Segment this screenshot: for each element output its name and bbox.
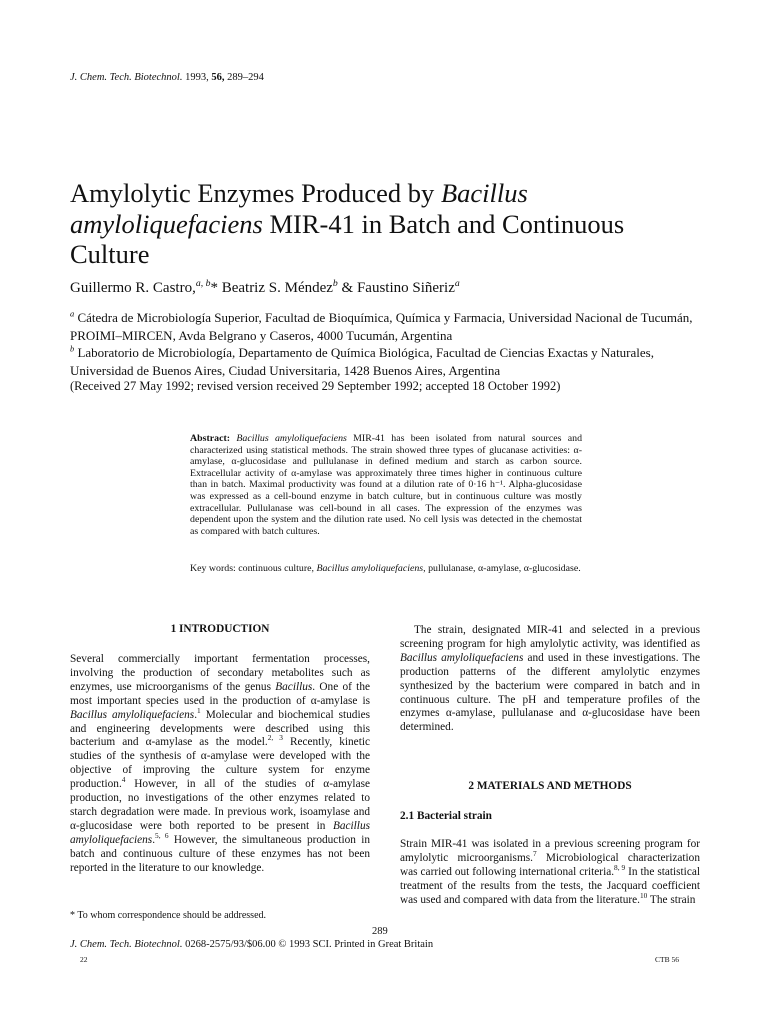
citation-ref: 2, 3 bbox=[267, 733, 283, 743]
citation-ref: 7 bbox=[532, 849, 537, 859]
intro-species: Bacillus amyloliquefaciens bbox=[70, 708, 195, 721]
page-number: 289 bbox=[372, 926, 388, 937]
affiliation-a-marker: a bbox=[70, 308, 75, 319]
affiliation-b-text: Laboratorio de Microbiología, Departamento de Química Biológica, Facultad de Ciencias Exactas y Naturales, Universidad de Buenos Aires, Ciudad Universitaria, 1428 Buenos Aires, Argentina bbox=[70, 345, 654, 378]
author-list bbox=[70, 280, 460, 297]
strain-text-b: Microbiological characterization was carried out following international criteria. bbox=[400, 851, 700, 878]
intro-text-b: . One of the most important species used in the production of α-amylase is bbox=[70, 680, 370, 707]
section-2-heading: 2 MATERIALS AND METHODS bbox=[468, 780, 632, 792]
keywords-text-1: continuous culture, bbox=[235, 563, 317, 574]
running-head bbox=[70, 72, 264, 83]
footnote: * To whom correspondence should be addressed. bbox=[70, 910, 267, 921]
author-2-affil: b bbox=[332, 278, 338, 289]
running-head-journal: J. Chem. Tech. Biotechnol. bbox=[70, 72, 183, 83]
title-species: Bacillus amyloliquefaciens bbox=[70, 178, 528, 239]
citation-ref: 1 bbox=[197, 705, 201, 715]
footer-ctb-code: CTB 56 bbox=[655, 955, 679, 964]
received-dates: (Received 27 May 1992; revised version received 29 September 1992; accepted 18 October 1992) bbox=[70, 379, 561, 393]
keywords-species: Bacillus amyloliquefaciens bbox=[316, 563, 424, 574]
footer-journal: J. Chem. Tech. Biotechnol. bbox=[70, 939, 183, 950]
right-intro-text-b: and used in these investigations. The production patterns of the different amylolytic enzymes synthesized by the bacterium were compared in batch and in continuous culture. The pH and temperature profiles of the enzymes α-amylase, pullulanase and α-glucosidase have been determined. bbox=[400, 651, 700, 734]
strain-text-c: In the statistical treatment of the results from the tests, the Jacquard coefficient was used and compared with data from the literature. bbox=[400, 865, 700, 906]
author-2: Beatriz S. Méndez bbox=[217, 280, 333, 296]
abstract bbox=[190, 433, 582, 537]
strain-text-d: The strain bbox=[647, 893, 696, 906]
intro-text-e: However, in all of the studies of α-amylase production, no investigations of the other enzymes related to starch degradation were made. In previous work, isoamylase and α-glucosidase were both reported to be present in bbox=[70, 778, 370, 832]
affiliation-a-text: Cátedra de Microbiología Superior, Facultad de Bioquímica, Química y Farmacia, Universidad Nacional de Tucumán, PROIMI–MIRCEN, Avda Belgrano y Caseros, 4000 Tucumán, Argentina bbox=[70, 310, 693, 343]
subsection-2-1-heading: 2.1 Bacterial strain bbox=[400, 810, 492, 822]
running-head-volume: 56, bbox=[211, 72, 225, 83]
author-3: Faustino Siñeriz bbox=[356, 280, 455, 296]
abstract-species: Bacillus amyloliquefaciens bbox=[236, 433, 347, 444]
footer-text: 0268-2575/93/$06.00 © 1993 SCI. Printed in Great Britain bbox=[182, 939, 434, 950]
affiliation-b bbox=[70, 344, 710, 379]
running-head-year: 1993, bbox=[185, 72, 209, 83]
abstract-label: Abstract: bbox=[190, 433, 231, 444]
intro-text-d: Recently, kinetic studies of the synthesis of α-amylase were developed with the objective of improving the culture system for enzyme production. bbox=[70, 736, 370, 791]
keywords-label: Key words: bbox=[190, 563, 236, 574]
abstract-text: MIR-41 has been isolated from natural sources and characterized using statistical methods. The strain showed three types of glucanase activities: α-amylase, α-glucosidase and pullulanase in defined medium and starch as carbon source. Extracellular activity of α-amylase was approximately three times higher in continuous culture than in batch. Maximal productivity was found at a dilution rate of 0·16 h⁻¹. Alpha-glucosidase was expressed as a cell-bound enzyme in batch culture, but in continuous culture was mostly extracellular. Pullulanase was cell-bound in all cases. The expression of the enzymes was dependent upon the system and the dilution rate used. No cell lysis was detected in the chemostat as compared with batch cultures. bbox=[190, 433, 583, 537]
author-1-corresponding: * bbox=[210, 280, 218, 296]
keywords-text-2: , pullulanase, α-amylase, α-glucosidase. bbox=[423, 563, 581, 574]
footer-signature-code: 22 bbox=[80, 955, 88, 964]
citation-ref: 5, 6 bbox=[155, 831, 169, 841]
intro-genus: Bacillus bbox=[275, 680, 313, 693]
right-intro-text-a: The strain, designated MIR-41 and selected in a previous screening program for high amylolytic activity, was identified as bbox=[400, 624, 700, 650]
affiliation-a bbox=[70, 309, 710, 344]
keywords bbox=[190, 563, 582, 575]
right-intro-species: Bacillus amyloliquefaciens bbox=[400, 651, 524, 664]
title-text-2: MIR-41 in Batch and Continuous Culture bbox=[70, 208, 625, 269]
author-1-affil: a, b bbox=[195, 278, 211, 289]
intro-text-a: Several commercially important fermentation processes, involving the production of secondary metabolites such as enzymes, use microorganisms of the genus bbox=[70, 653, 370, 693]
citation-ref: 4 bbox=[121, 775, 126, 785]
section-1-heading: 1 INTRODUCTION bbox=[170, 623, 270, 635]
footer bbox=[70, 939, 433, 950]
running-head-pages: 289–294 bbox=[227, 72, 264, 83]
author-1: Guillermo R. Castro, bbox=[70, 280, 196, 296]
bacterial-strain-text bbox=[400, 838, 700, 908]
author-3-affil: a bbox=[454, 278, 460, 289]
intro-text-f: However, the simultaneous production in batch and continuous culture of these enzymes has not been reported in the literature to our knowledge. bbox=[70, 833, 370, 874]
intro-text-c: Molecular and biochemical studies and engineering developments were described using this bacterium and α-amylase as the model. bbox=[70, 708, 370, 749]
strain-text-a: Strain MIR-41 was isolated in a previous screening program for amylolytic microorganisms. bbox=[400, 838, 700, 864]
title-text-1: Amylolytic Enzymes Produced by bbox=[70, 178, 441, 208]
intro-continued bbox=[400, 624, 700, 735]
article-title bbox=[70, 178, 710, 270]
author-ampersand: & bbox=[337, 280, 357, 296]
intro-species-2: Bacillus amyloliquefaciens bbox=[70, 819, 370, 846]
introduction-text: Several commercially important fermentation processes, involving the production of secondary metabolites such as enzymes, use microorganisms of the genus Bacillus. One of the most important species used in the production of α-amylase is Bacillus amyloliquefaciens.$^1$ Molecular and biochemical studies and engineering developments were described using this bacterium and α-amylase as the model.$^{2, 3}$ Recently, kinetic studies of the synthesis of α-amylase were developed with the objective of improving the culture system for enzyme production.$^4$ However, in all of the studies of α-amylase production, no investigations of the other enzymes related to starch degradation were made. In previous work, isoamylase and α-glucosidase were both reported to be present in Bacillus amyloliquefaciens.$^{5, 6}$ However, the simultaneous production in batch and continuous culture of these enzymes has not been reported in the literature to our knowledge. bbox=[70, 653, 370, 874]
citation-ref: 10 bbox=[639, 890, 648, 900]
citation-ref: 8, 9 bbox=[614, 863, 626, 873]
affiliations bbox=[70, 309, 710, 379]
affiliation-b-marker: b bbox=[70, 343, 75, 354]
